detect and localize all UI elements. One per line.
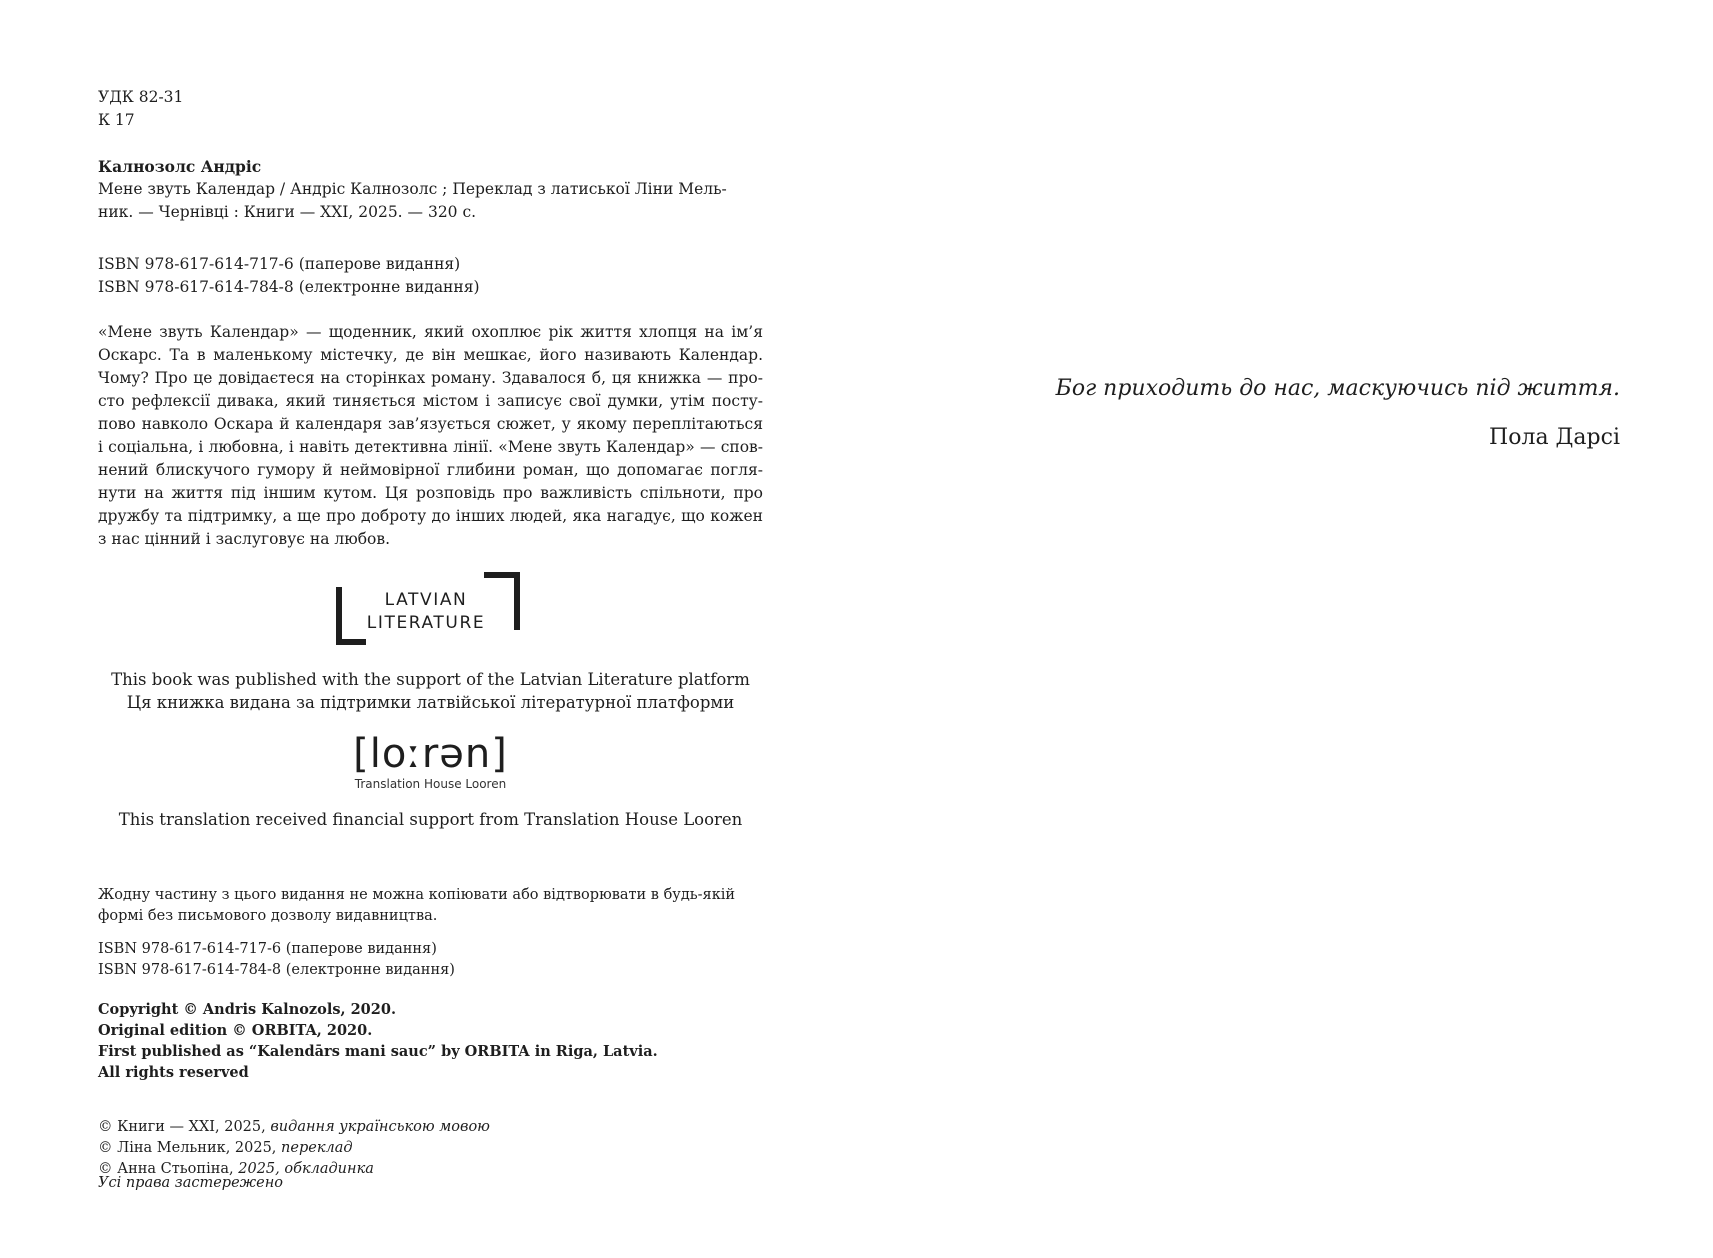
credit-note: 2025, обкладинка	[238, 1161, 374, 1177]
annotation-line: з нас цінний і заслуговує на любов.	[98, 530, 391, 548]
udk-block	[98, 86, 763, 132]
catalog-entry	[98, 155, 763, 224]
platform-support-note	[98, 668, 763, 714]
looren-wordmark: [loːrən]	[353, 731, 508, 777]
annotation-line: сто рефлексії дивака, який тиняється містом і записує свої думки, утім посту-	[98, 392, 763, 410]
latvian-literature-logo	[336, 572, 520, 648]
looren-subtitle: Translation House Looren	[354, 777, 507, 791]
credit-text: © Ліна Мельник, 2025,	[98, 1140, 282, 1156]
annotation-line: пово навколо Оскара й календаря зав’язується сюжет, у якому переплітаються	[98, 415, 763, 433]
catalog-author: Калнозолс Андріс	[98, 157, 262, 176]
logo-wordmark	[356, 589, 496, 635]
credit-text: © Книги — XXI, 2025,	[98, 1119, 271, 1135]
copyright-line: Original edition © ORBITA, 2020.	[98, 1022, 373, 1039]
ukrainian-credits	[98, 1117, 490, 1180]
rights-line: формі без письмового дозволу видавництва.	[98, 908, 438, 924]
author-mark: К 17	[98, 111, 135, 129]
translation-support-note: This translation received financial support from Translation House Looren	[118, 810, 743, 829]
credit-line	[98, 1117, 490, 1138]
credit-text: © Анна Стьопіна,	[98, 1161, 239, 1177]
isbn-electronic: ISBN 978-617-614-784-8 (електронне видання)	[98, 962, 455, 978]
isbn-block-bottom	[98, 939, 455, 981]
isbn-print: ISBN 978-617-614-717-6 (паперове видання)	[98, 941, 437, 957]
annotation-line: дружбу та підтримку, а ще про доброту до інших людей, яка нагадує, що кожен	[98, 507, 763, 525]
epigraph-quote: Бог приходить до нас, маскуючись під життя.	[1055, 376, 1620, 401]
looren-logo	[98, 732, 763, 792]
support-ukrainian: Ця книжка видана за підтримки латвійської літературної платформи	[126, 693, 735, 712]
epigraph	[1056, 375, 1620, 452]
annotation-line: Чому? Про це довідаєтеся на сторінках роману. Здавалося б, ця книжка — про-	[98, 369, 763, 387]
epigraph-page	[860, 0, 1620, 1258]
copyright-line: All rights reserved	[98, 1064, 249, 1081]
support-english: This book was published with the support of the Latvian Literature platform	[111, 670, 750, 689]
credit-line	[98, 1138, 490, 1159]
copyright-page	[98, 86, 763, 1191]
copyright-line: First published as “Kalendārs mani sauc” by ORBITA in Riga, Latvia.	[98, 1043, 658, 1060]
rights-line: Жодну частину з цього видання не можна копіювати або відтворювати в будь-якій	[98, 887, 736, 903]
isbn-print: ISBN 978-617-614-717-6 (паперове видання)	[98, 255, 461, 273]
udk-code: УДК 82-31	[98, 88, 184, 106]
logo-word-literature: LITERATURE	[366, 613, 486, 633]
all-rights-reserved: Усі права застережено	[98, 1175, 284, 1191]
copyright-notice	[98, 999, 658, 1083]
credit-note: видання українською мовою	[270, 1119, 490, 1135]
copyright-line: Copyright © Andris Kalnozols, 2020.	[98, 1001, 396, 1018]
catalog-description-line: ник. — Чернівці : Книги — XXI, 2025. — 320 с.	[98, 203, 477, 221]
rights-notice	[98, 885, 735, 927]
annotation-line: «Мене звуть Календар» — щоденник, який охоплює рік життя хлопця на ім’я	[98, 323, 763, 341]
logo-word-latvian: LATVIAN	[384, 590, 468, 610]
isbn-block-top	[98, 253, 763, 299]
credit-note: переклад	[281, 1140, 353, 1156]
annotation	[98, 321, 763, 551]
annotation-line: і соціальна, і любовна, і навіть детективна лінії. «Мене звуть Календар» — спов-	[98, 438, 763, 456]
annotation-line: нути на життя під іншим кутом. Ця розповідь про важливість спільноти, про	[98, 484, 763, 502]
annotation-line: Оскарс. Та в маленькому містечку, де він мешкає, його називають Календар.	[98, 346, 763, 364]
isbn-electronic: ISBN 978-617-614-784-8 (електронне видання)	[98, 278, 480, 296]
annotation-line: нений блискучого гумору й неймовірної глибини роман, що допомагає погля-	[98, 461, 763, 479]
catalog-description-line: Мене звуть Календар / Андріс Калнозолс ; Переклад з латиської Ліни Мель-	[98, 180, 727, 198]
epigraph-author: Пола Дарсі	[1489, 425, 1620, 450]
